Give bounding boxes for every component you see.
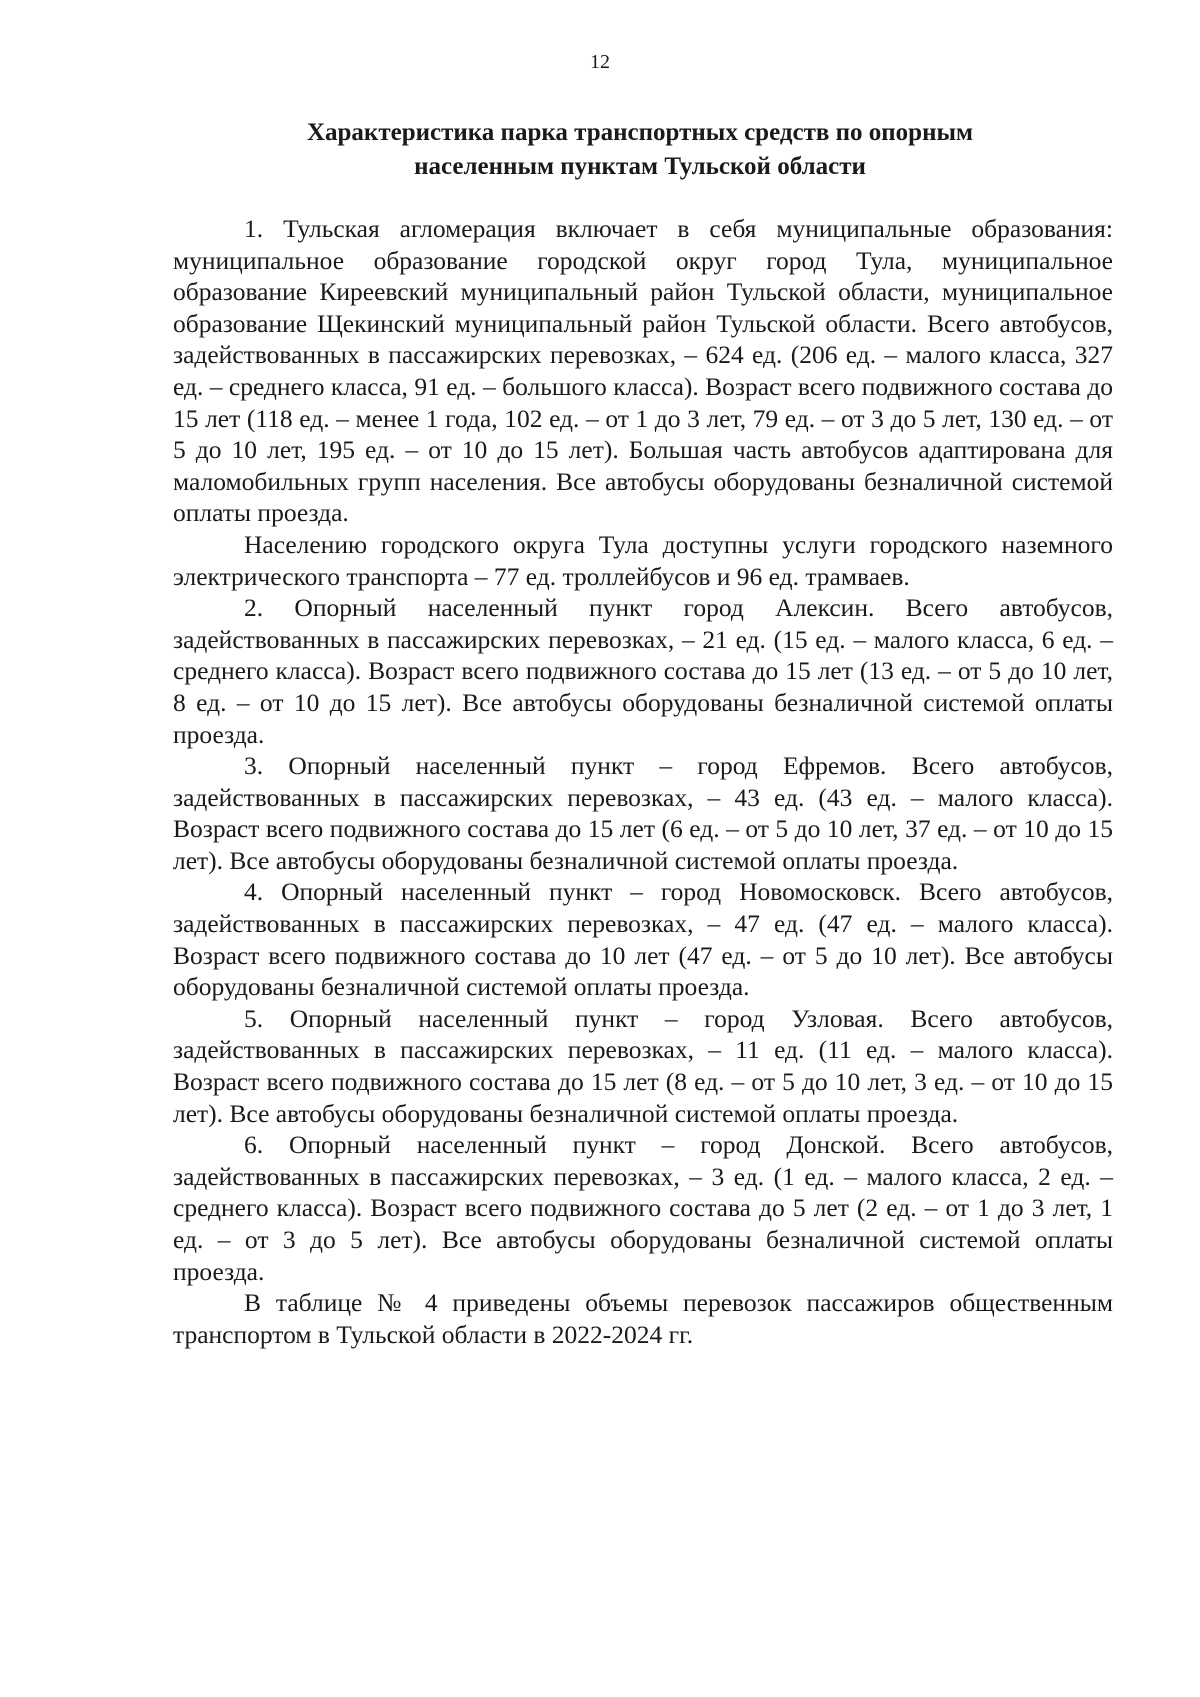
paragraph-donskoy: 6. Опорный населенный пункт – город Донской. Всего автобусов, задействованных в пассажирских перевозках, – 3 ед. (1 ед. – малого класса, 2 ед. – среднего класса). Возраст всего подвижного состава до 5 лет (2 ед. – от 1 до 3 лет, 1 ед. – от 3 до 5 лет). Все автобусы оборудованы безналичной системой оплаты проезда. [173, 1130, 1113, 1286]
paragraph-efremov: 3. Опорный населенный пункт – город Ефремов. Всего автобусов, задействованных в пассажирских перевозках, – 43 ед. (43 ед. – малого класса). Возраст всего подвижного состава до 15 лет (6 ед. – от 5 до 10 лет, 37 ед. – от 10 до 15 лет). Все автобусы оборудованы безналичной системой оплаты проезда. [173, 751, 1113, 875]
title-line-2: населенным пунктам Тульской области [414, 153, 866, 180]
document-title [200, 116, 1080, 184]
paragraph-uzlovaya: 5. Опорный населенный пункт – город Узловая. Всего автобусов, задействованных в пассажирских перевозках, – 11 ед. (11 ед. – малого класса). Возраст всего подвижного состава до 15 лет (8 ед. – от 5 до 10 лет, 3 ед. – от 10 до 15 лет). Все автобусы оборудованы безналичной системой оплаты проезда. [173, 1003, 1113, 1128]
page-number: 12 [590, 51, 610, 73]
paragraph-aleksin: 2. Опорный населенный пункт город Алексин. Всего автобусов, задействованных в пассажирских перевозках, – 21 ед. (15 ед. – малого класса, 6 ед. – среднего класса). Возраст всего подвижного состава до 15 лет (13 ед. – от 5 до 10 лет, 8 ед. – от 10 до 15 лет). Все автобусы оборудованы безналичной системой оплаты проезда. [173, 593, 1113, 749]
paragraph-tula-agglomeration: 1. Тульская агломерация включает в себя муниципальные образования: муниципальное образование городской округ город Тула, муниципальное образование Киреевский муниципальный район Тульской области, муниципальное образование Щекинский муниципальный район Тульской области. Всего автобусов, задействованных в пассажирских перевозках, – 624 ед. (206 ед. – малого класса, 327 ед. – среднего класса, 91 ед. – большого класса). Возраст всего подвижного состава до 15 лет (118 ед. – менее 1 года, 102 ед. – от 1 до 3 лет, 79 ед. – от 3 до 5 лет, 130 ед. – от 5 до 10 лет, 195 ед. – от 10 до 15 лет). Большая часть автобусов адаптирована для маломобильных групп населения. Все автобусы оборудованы безналичной системой оплаты проезда. [173, 214, 1113, 528]
document-body [173, 213, 1113, 1350]
paragraph-table-reference: В таблице № 4 приведены объемы перевозок пассажиров общественным транспортом в Тульской области в 2022-2024 гг. [173, 1288, 1113, 1349]
paragraph-tula-electric-transport: Населению городского округа Тула доступны услуги городского наземного электрического транспорта – 77 ед. троллейбусов и 96 ед. трамваев. [173, 529, 1113, 591]
title-line-1: Характеристика парка транспортных средств по опорным [306, 119, 974, 146]
paragraph-novomoskovsk: 4. Опорный населенный пункт – город Новомосковск. Всего автобусов, задействованных в пассажирских перевозках, – 47 ед. (47 ед. – малого класса). Возраст всего подвижного состава до 10 лет (47 ед. – от 5 до 10 лет). Все автобусы оборудованы безналичной системой оплаты проезда. [173, 877, 1113, 1002]
